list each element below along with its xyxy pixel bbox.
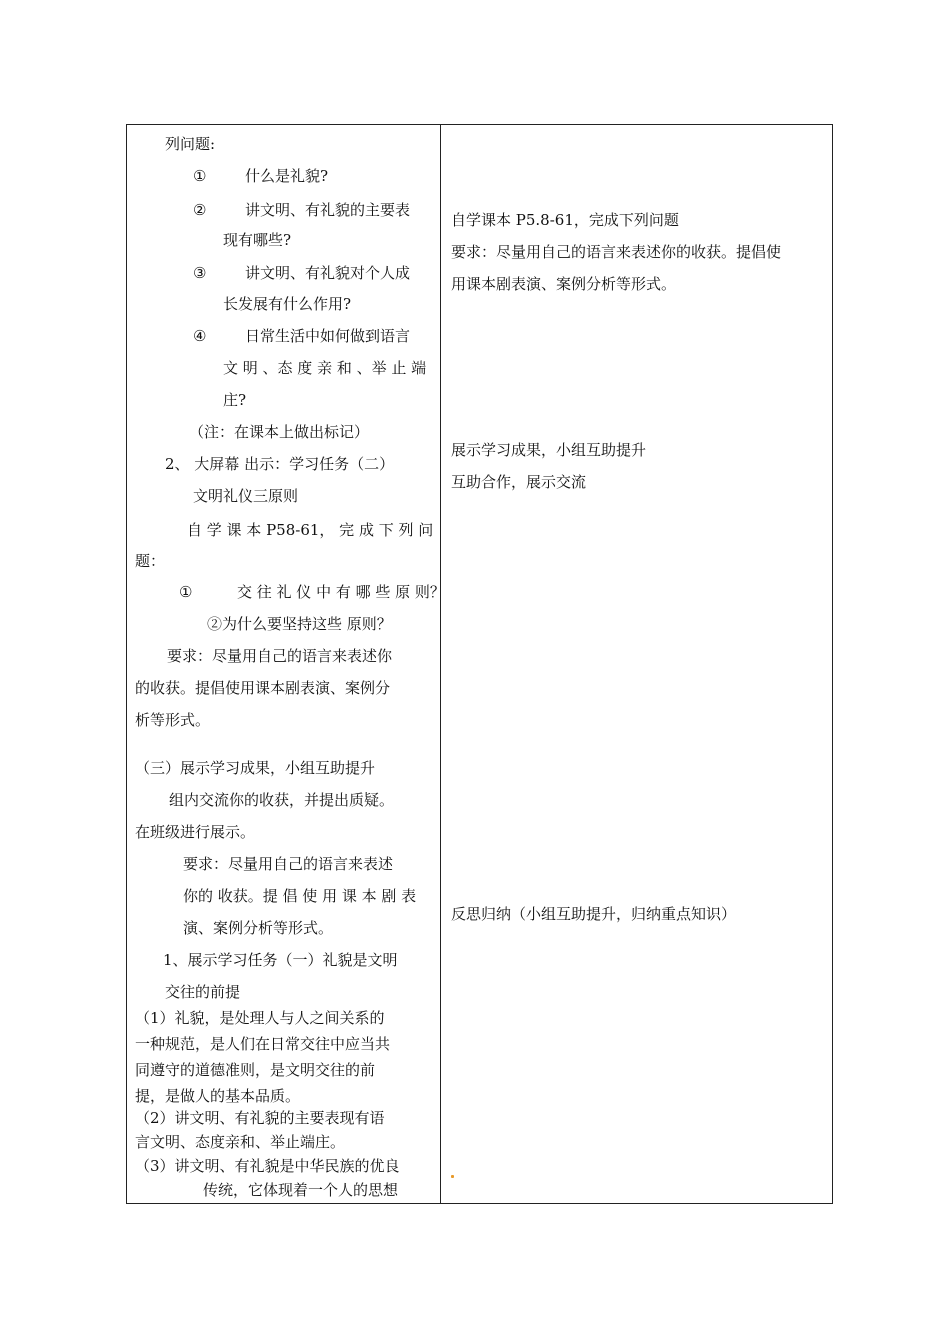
left-line: 文 明 、态 度 亲 和 、举 止 端 [223, 359, 427, 377]
left-line: 题： [135, 552, 166, 570]
left-line: （注：在课本上做出标记） [189, 423, 370, 441]
left-line: 讲文明、有礼貌对个人成 [245, 264, 411, 282]
left-line: 言文明、态度亲和、举止端庄。 [135, 1133, 346, 1151]
left-line: 演、案例分析等形式。 [183, 919, 334, 937]
left-line: 列问题: [165, 135, 216, 153]
left-line: 在班级进行展示。 [135, 823, 256, 841]
left-line: 析等形式。 [135, 711, 211, 729]
right-line: 自学课本 P5.8-61，完成下列问题 [451, 211, 679, 229]
left-line: ③ [193, 264, 207, 282]
left-line: 1、展示学习任务（一）礼貌是文明 [163, 951, 398, 969]
right-line: 展示学习成果，小组互助提升 [451, 441, 647, 459]
left-line: ① [179, 583, 193, 601]
left-line: 要求：尽量用自己的语言来表述 [183, 855, 394, 873]
left-line: 要求：尽量用自己的语言来表述你 [167, 647, 393, 665]
stray-mark [451, 1175, 454, 1178]
left-line: 的收获。提倡使用课本剧表演、案例分 [135, 679, 391, 697]
document-table [126, 124, 833, 1204]
left-line: 自 学 课 本 P58-61， 完 成 下 列 问 [187, 521, 434, 539]
left-line: 庄? [223, 391, 247, 409]
left-line: （3）讲文明、有礼貌是中华民族的优良 [135, 1157, 400, 1175]
left-line: （1）礼貌，是处理人与人之间关系的 [135, 1009, 385, 1027]
right-line: 反思归纳（小组互助提升，归纳重点知识） [451, 905, 737, 923]
left-line: 传统，它体现着一个人的思想 [203, 1181, 399, 1199]
left-line: 文明礼仪三原则 [193, 487, 299, 505]
left-line: ② [193, 201, 207, 219]
left-line: 你的 收获。提 倡 使 用 课 本 剧 表 [183, 887, 417, 905]
left-line: （三）展示学习成果，小组互助提升 [135, 759, 376, 777]
left-line: 交往的前提 [165, 983, 241, 1001]
right-line: 要求：尽量用自己的语言来表述你的收获。提倡使 [451, 243, 782, 261]
left-line: 同遵守的道德准则，是文明交往的前 [135, 1061, 376, 1079]
left-line: ① [193, 167, 207, 185]
right-line: 用课本剧表演、案例分析等形式。 [451, 275, 677, 293]
right-line: 互助合作，展示交流 [451, 473, 587, 491]
left-line: 一种规范，是人们在日常交往中应当共 [135, 1035, 391, 1053]
left-line: 长发展有什么作用? [223, 295, 352, 313]
column-divider [440, 125, 441, 1203]
left-line: 提，是做人的基本品质。 [135, 1087, 301, 1105]
left-line: 日常生活中如何做到语言 [245, 327, 411, 345]
left-line: 讲文明、有礼貌的主要表 [245, 201, 411, 219]
left-line: 2、 大屏幕 出示：学习任务（二） [165, 455, 395, 473]
left-line: 交 往 礼 仪 中 有 哪 些 原 则？ [237, 583, 445, 601]
left-line: 什么是礼貌? [245, 167, 329, 185]
left-line: ②为什么要坚持这些 原则？ [207, 615, 392, 633]
left-line: （2）讲文明、有礼貌的主要表现有语 [135, 1109, 385, 1127]
left-line: ④ [193, 327, 207, 345]
left-line: 现有哪些? [223, 231, 292, 249]
left-line: 组内交流你的收获，并提出质疑。 [169, 791, 395, 809]
